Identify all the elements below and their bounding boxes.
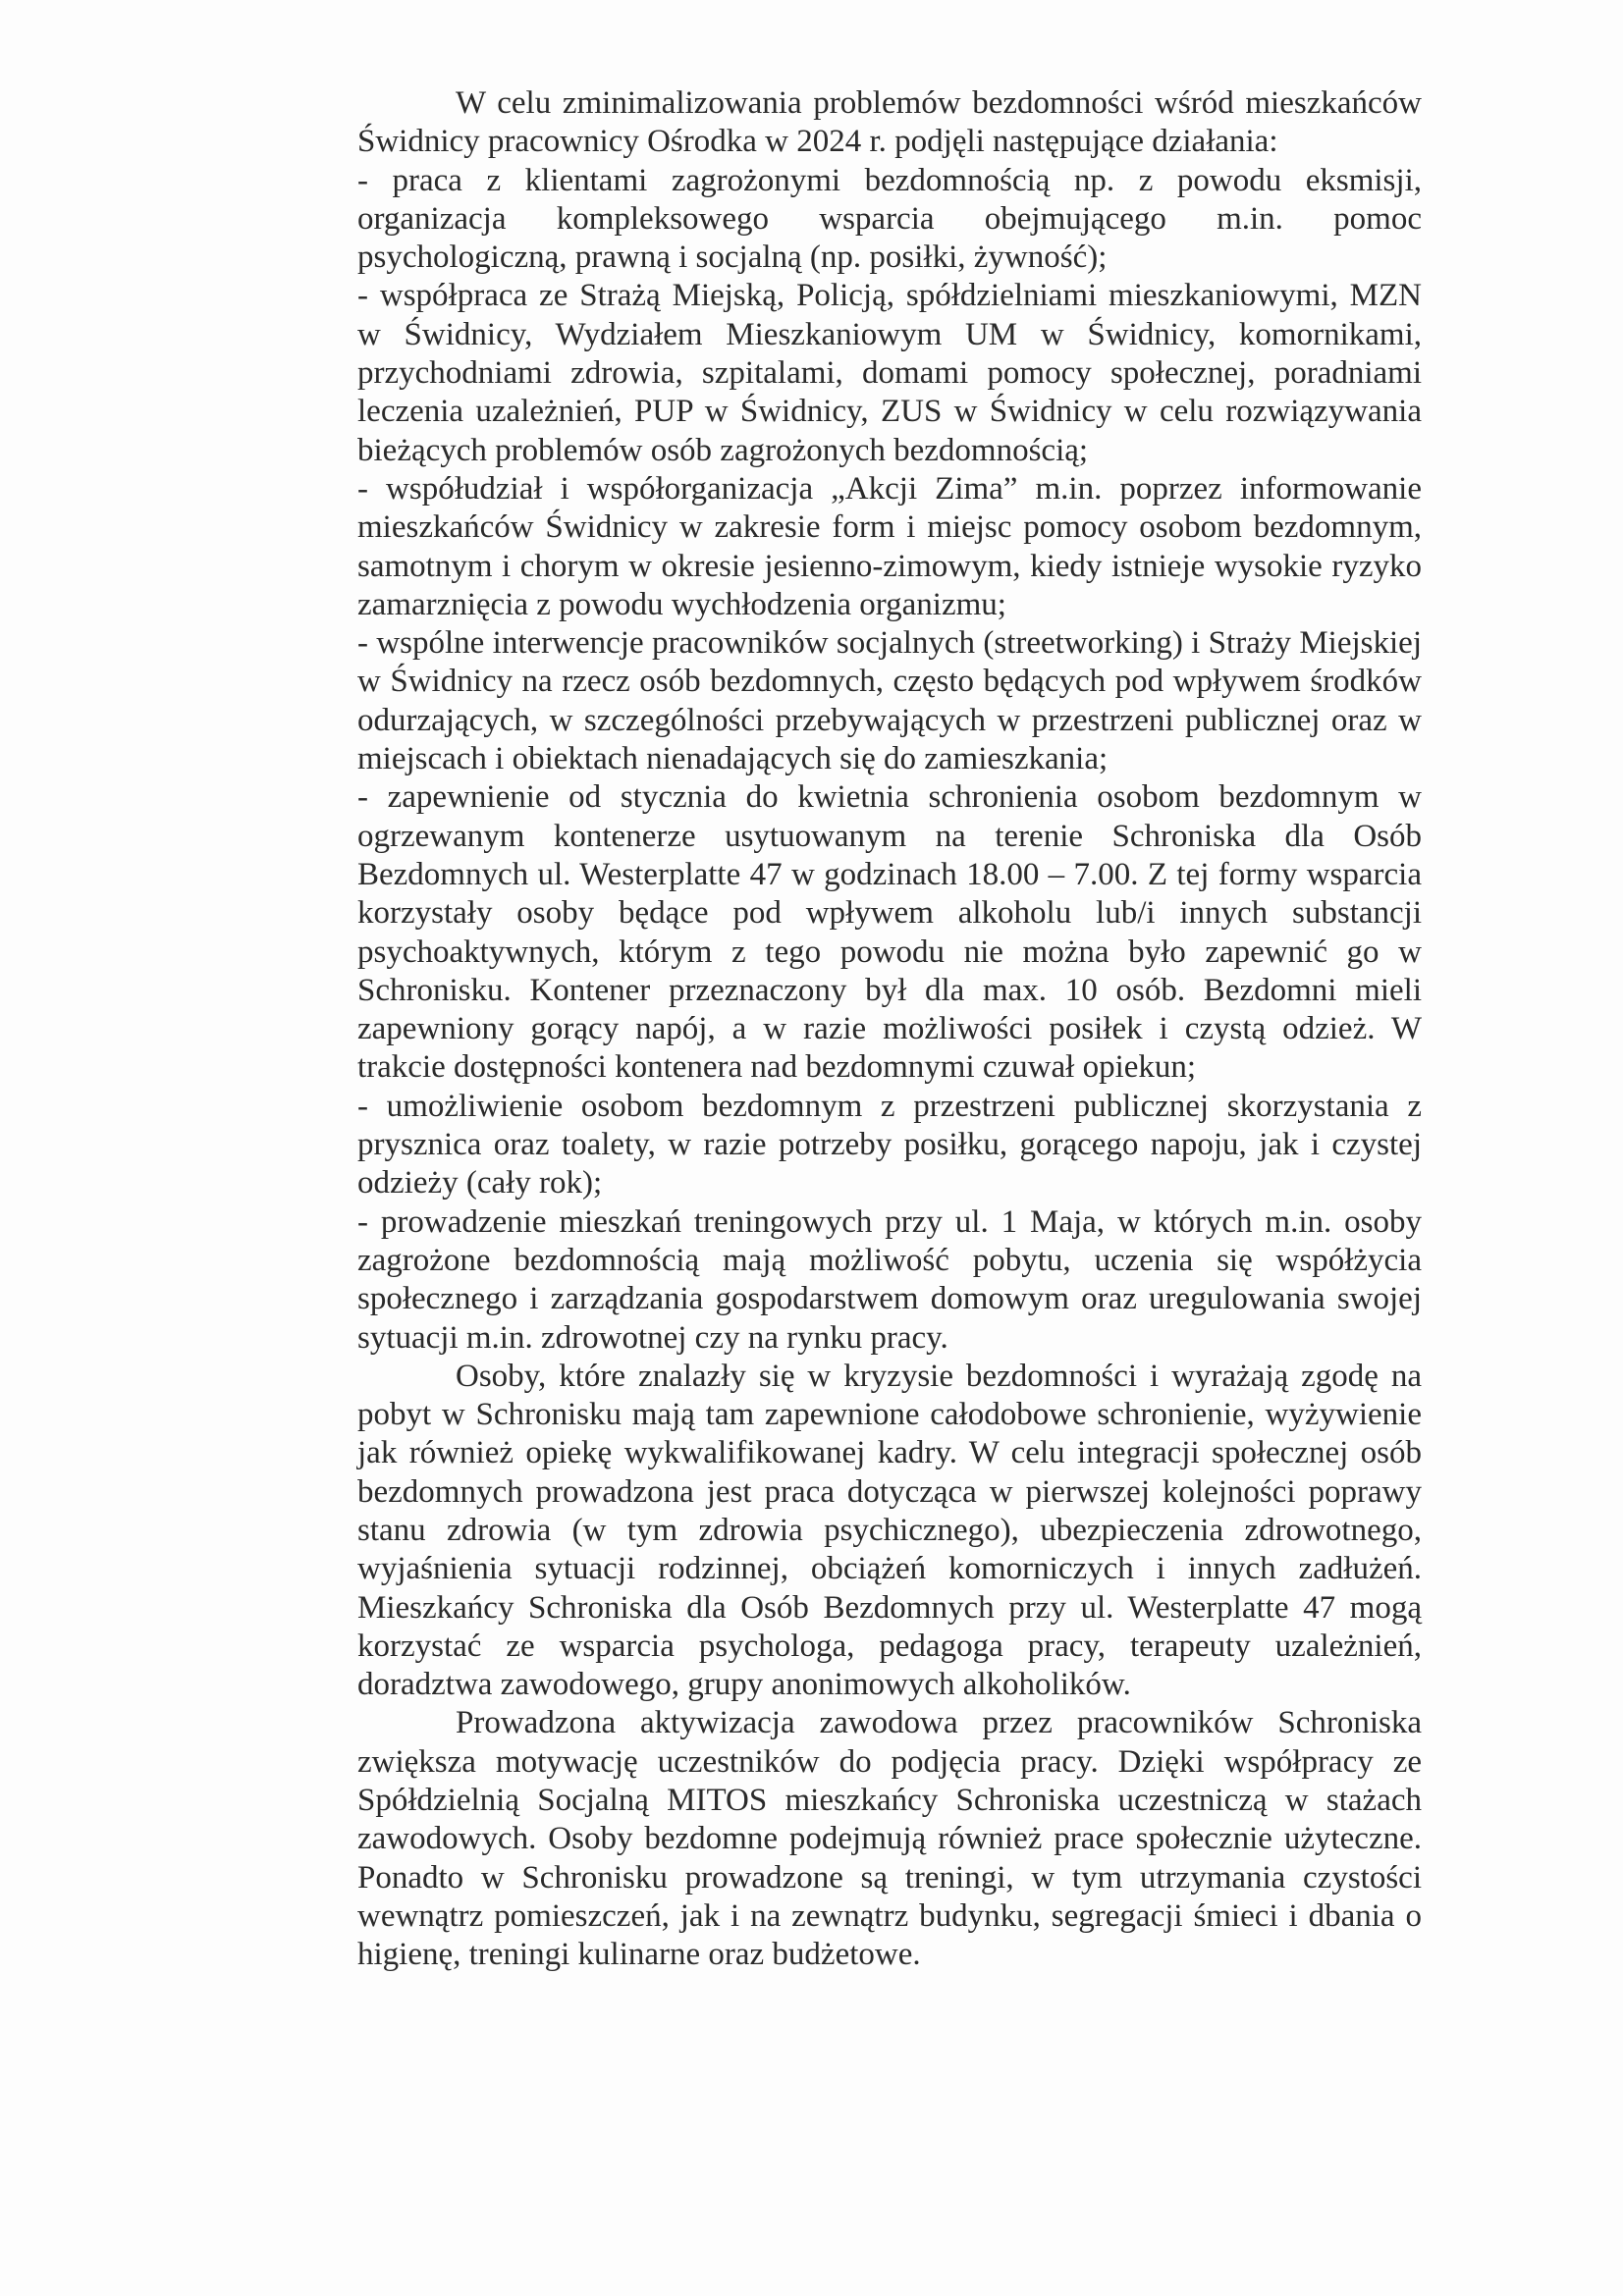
list-item-heated-container: - zapewnienie od stycznia do kwietnia schronienia osobom bezdomnym w ogrzewanym kontenerze usytuowanym na terenie Schroniska dla Osób Bezdomnych ul. Westerplatte 47 w godzinach 18.00 – 7.00. Z tej formy wsparcia korzystały osoby będące pod wpływem alkoholu lub/i innych substancji psychoaktywnych, którym z tego powodu nie można było zapewnić go w Schronisku. Kontener przeznaczony był dla max. 10 osób. Bezdomni mieli zapewniony gorący napój, a w razie możliwości posiłek i czystą odzież. W trakcie dostępności kontenera nad bezdomnymi czuwał opiekun; [357, 779, 1422, 1086]
list-item-shower-access: - umożliwienie osobom bezdomnym z przestrzeni publicznej skorzystania z prysznica oraz toalety, w razie potrzeby posiłku, gorącego napoju, jak i czystej odzieży (cały rok); [357, 1088, 1422, 1201]
list-item-winter-action: - współudział i współorganizacja „Akcji Zima” m.in. poprzez informowanie mieszkańców Świdnicy w zakresie form i miejsc pomocy osobom bezdomnym, samotnym i chorym w okresie jesienno-zimowym, kiedy istnieje wysokie ryzyko zamarznięcia z powodu wychłodzenia organizmu; [357, 470, 1422, 622]
list-item-interventions: - wspólne interwencje pracowników socjalnych (streetworking) i Straży Miejskiej w Świdnicy na rzecz osób bezdomnych, często będących pod wpływem środków odurzających, w szczególności przebywających w przestrzeni publicznej oraz w miejscach i obiektach nienadających się do zamieszkania; [357, 625, 1422, 777]
list-item-client-work: - praca z klientami zagrożonymi bezdomnością np. z powodu eksmisji, organizacja kompleksowego wsparcia obejmującego m.in. pomoc psychologiczną, prawną i socjalną (np. posiłki, żywność); [357, 162, 1422, 276]
list-item-cooperation: - współpraca ze Strażą Miejską, Policją, spółdzielniami mieszkaniowymi, MZN w Świdnicy, Wydziałem Mieszkaniowym UM w Świdnicy, komornikami, przychodniami zdrowia, szpitalami, domami pomocy społecznej, poradniami leczenia uzależnień, PUP w Świdnicy, ZUS w Świdnicy w celu rozwiązywania bieżących problemów osób zagrożonych bezdomnością; [357, 278, 1422, 468]
shelter-paragraph: Osoby, które znalazły się w kryzysie bezdomności i wyrażają zgodę na pobyt w Schronisku mają tam zapewnione całodobowe schronienie, wyżywienie jak również opiekę wykwalifikowanej kadry. W celu integracji społecznej osób bezdomnych prowadzona jest praca dotycząca w pierwszej kolejności poprawy stanu zdrowia (w tym zdrowia psychicznego), ubezpieczenia zdrowotnego, wyjaśnienia sytuacji rodzinnej, obciążeń komorniczych i innych zadłużeń. Mieszkańcy Schroniska dla Osób Bezdomnych przy ul. Westerplatte 47 mogą korzystać ze wsparcia psychologa, pedagoga pracy, terapeuty uzależnień, doradztwa zawodowego, grupy anonimowych alkoholików. [357, 1358, 1422, 1703]
activation-paragraph: Prowadzona aktywizacja zawodowa przez pracowników Schroniska zwiększa motywację uczestników do podjęcia pracy. Dzięki współpracy ze Spółdzielnią Socjalną MITOS mieszkańcy Schroniska uczestniczą w stażach zawodowych. Osoby bezdomne podejmują również prace społecznie użyteczne. Ponadto w Schronisku prowadzone są treningi, w tym utrzymania czystości wewnątrz pomieszczeń, jak i na zewnątrz budynku, segregacji śmieci i dbania o higienę, treningi kulinarne oraz budżetowe. [357, 1705, 1422, 1973]
intro-paragraph: W celu zminimalizowania problemów bezdomności wśród mieszkańców Świdnicy pracownicy Ośrodka w 2024 r. podjęli następujące działania: [357, 85, 1422, 160]
list-item-training-flats: - prowadzenie mieszkań treningowych przy ul. 1 Maja, w których m.in. osoby zagrożone bezdomnością mają możliwość pobytu, uczenia się współżycia społecznego i zarządzania gospodarstwem domowym oraz uregulowania swojej sytuacji m.in. zdrowotnej czy na rynku pracy. [357, 1203, 1422, 1356]
document-body [357, 84, 1422, 1975]
